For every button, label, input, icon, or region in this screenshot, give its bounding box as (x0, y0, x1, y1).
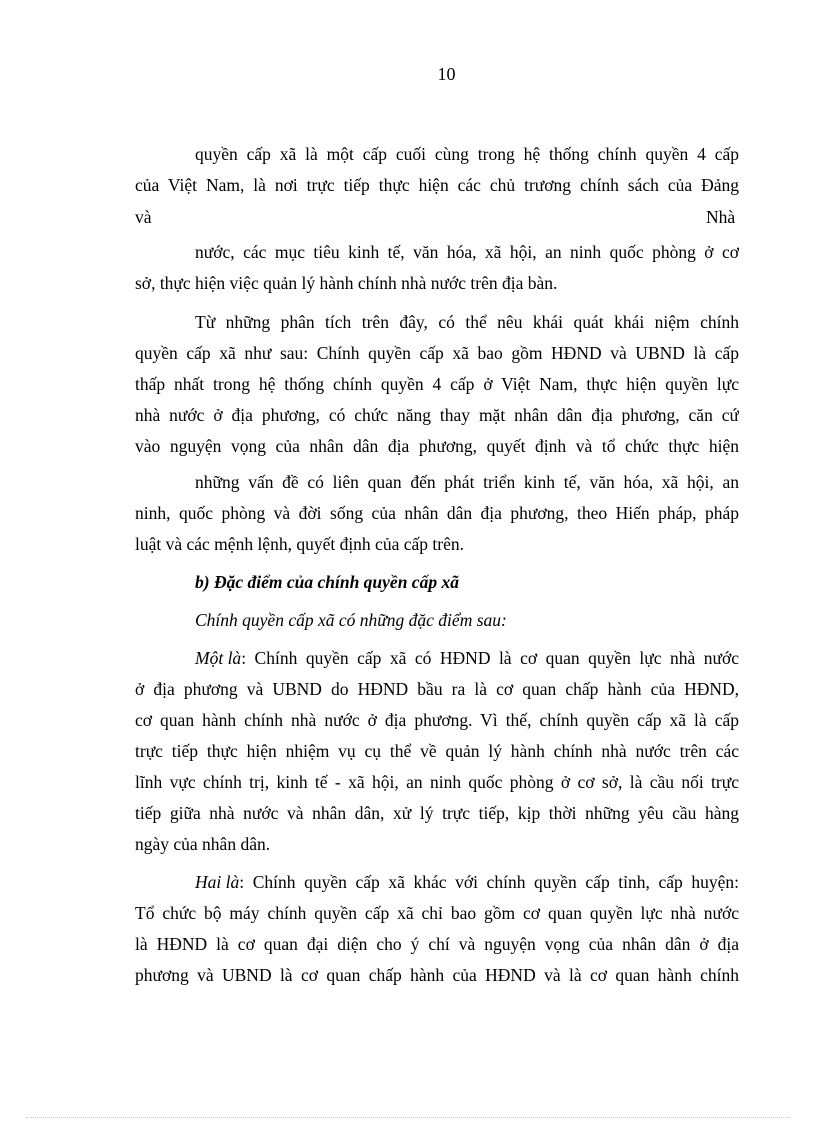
text-line: là HĐND là cơ quan đại diện cho ý chí và nguyện vọng của nhân dân ở địa (135, 934, 739, 954)
text-line: ngày của nhân dân. (135, 834, 271, 854)
text-line: Từ những phân tích trên đây, có thể nêu khái quát khái niệm chính (195, 312, 739, 332)
item-text: : Chính quyền cấp xã có HĐND là cơ quan quyền lực nhà nước (241, 648, 739, 668)
text-line: Tổ chức bộ máy chính quyền cấp xã chỉ bao gồm cơ quan quyền lực nhà nước (135, 903, 739, 923)
text-line (195, 871, 739, 893)
text-line: cơ quan hành chính nhà nước ở địa phương. Vì thế, chính quyền cấp xã là cấp (135, 710, 739, 730)
footer-divider (26, 1117, 790, 1118)
text-line (195, 647, 739, 669)
text-line: nhà nước ở địa phương, có chức năng thay mặt nhân dân địa phương, căn cứ (135, 405, 739, 425)
item-label: Một là (195, 648, 242, 668)
text-line: tiếp giữa nhà nước và nhân dân, xử lý trực tiếp, kịp thời những yêu cầu hàng (135, 803, 739, 823)
page-number: 10 (437, 64, 456, 84)
text-line: những vấn đề có liên quan đến phát triển kinh tế, văn hóa, xã hội, an (195, 472, 739, 492)
text-line: ninh, quốc phòng và đời sống của nhân dân địa phương, theo Hiến pháp, pháp (135, 503, 739, 523)
section-heading: b) Đặc điểm của chính quyền cấp xã (195, 572, 459, 592)
text-line: phương và UBND là cơ quan chấp hành của HĐND và là cơ quan hành chính (135, 965, 739, 985)
text-line: lĩnh vực chính trị, kinh tế - xã hội, an ninh quốc phòng ở cơ sở, là cầu nối trực (135, 772, 739, 792)
text-line: thấp nhất trong hệ thống chính quyền 4 cấp ở Việt Nam, thực hiện quyền lực (135, 374, 739, 394)
text-line: sở, thực hiện việc quản lý hành chính nhà nước trên địa bàn. (135, 273, 558, 293)
text-line: Nhà (706, 207, 736, 227)
text-line: quyền cấp xã là một cấp cuối cùng trong hệ thống chính quyền 4 cấp (195, 144, 739, 164)
text-line: trực tiếp thực hiện nhiệm vụ cụ thể về quản lý hành chính nhà nước trên các (135, 741, 739, 761)
text-line: của Việt Nam, là nơi trực tiếp thực hiện các chủ trương chính sách của Đảng (135, 175, 739, 195)
text-line: luật và các mệnh lệnh, quyết định của cấp trên. (135, 534, 464, 554)
text-line: vào nguyện vọng của nhân dân địa phương, quyết định và tổ chức thực hiện (135, 436, 739, 456)
text-line: nước, các mục tiêu kinh tế, văn hóa, xã hội, an ninh quốc phòng ở cơ (195, 242, 739, 262)
item-label: Hai là (195, 872, 240, 892)
item-text: : Chính quyền cấp xã khác với chính quyền cấp tỉnh, cấp huyện: (239, 872, 739, 892)
text-line: ở địa phương và UBND do HĐND bầu ra là cơ quan chấp hành của HĐND, (135, 679, 739, 699)
text-line: quyền cấp xã như sau: Chính quyền cấp xã bao gồm HĐND và UBND là cấp (135, 343, 739, 363)
section-subtitle: Chính quyền cấp xã có những đặc điểm sau: (195, 610, 507, 630)
text-line: và (135, 207, 152, 227)
